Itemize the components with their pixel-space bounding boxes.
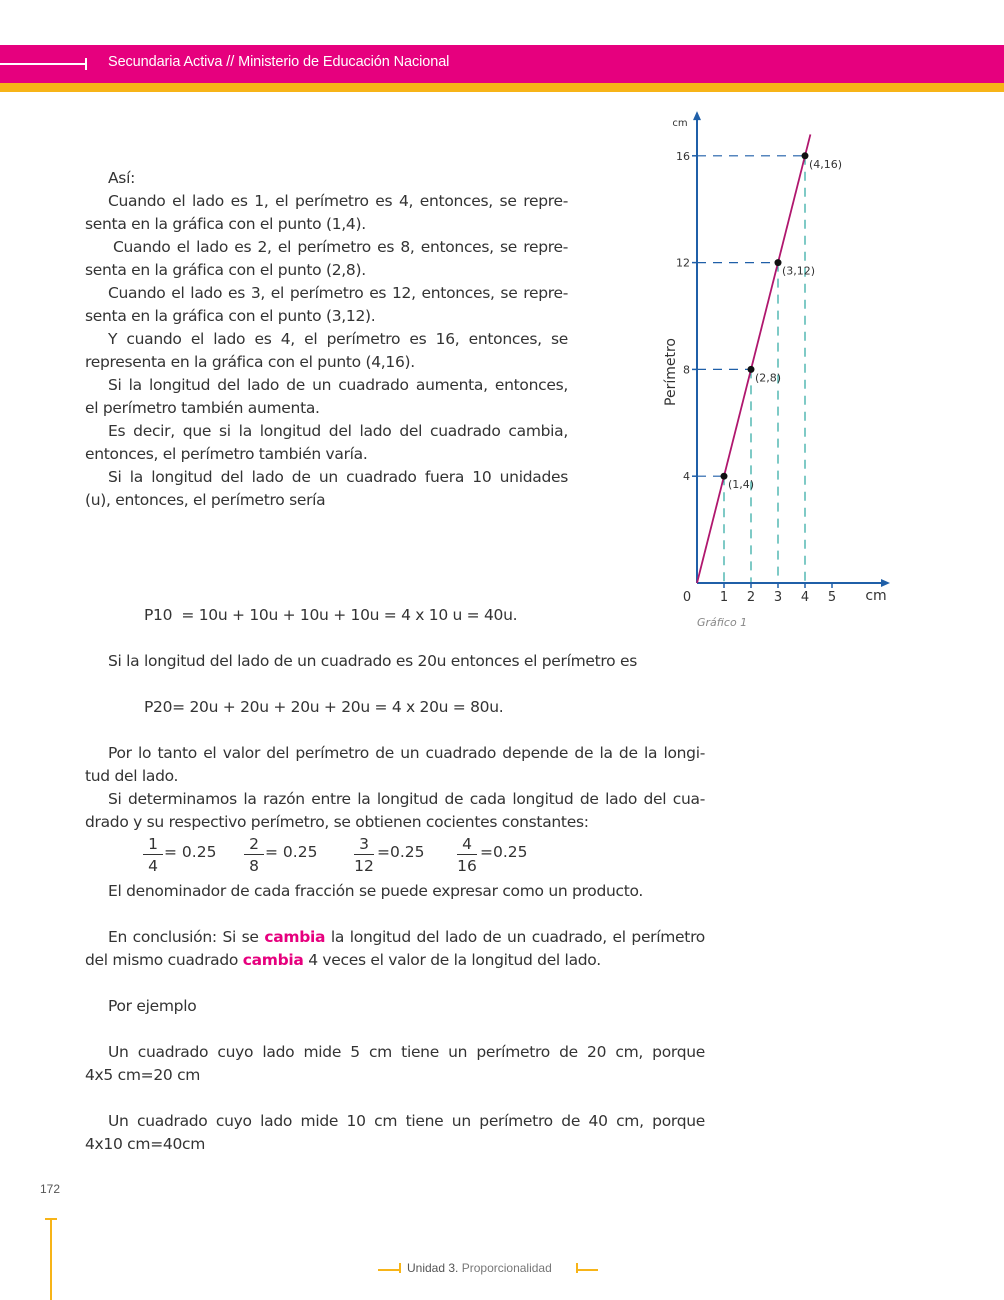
fraction-result: = 0.25 xyxy=(265,843,318,861)
header-rule xyxy=(0,63,86,65)
paragraph-asi: Así: xyxy=(108,169,136,187)
paragraph-line: Cuando el lado es 2, el perímetro es 8, entonces, se repre- xyxy=(113,238,568,256)
header-stripe xyxy=(0,83,1004,92)
paragraph-line: El denominador de cada fracción se puede expresar como un producto. xyxy=(108,882,644,900)
fraction-denominator: 8 xyxy=(249,857,259,875)
y-axis-label: Perímetro xyxy=(663,338,679,406)
paragraph-line: representa en la gráfica con el punto (4,16). xyxy=(85,353,415,371)
fraction-numerator: 3 xyxy=(359,835,369,853)
data-line xyxy=(697,134,810,583)
footer-rule-right xyxy=(576,1269,598,1271)
fraction-numerator: 4 xyxy=(462,835,472,853)
chart-caption: Gráfico 1 xyxy=(697,616,748,629)
fraction-denominator: 12 xyxy=(354,857,374,875)
paragraph-line: Si la longitud del lado de un cuadrado aumenta, entonces, xyxy=(108,376,568,394)
x-tick-label: 4 xyxy=(800,590,810,605)
paragraph-line: tud del lado. xyxy=(85,767,179,785)
data-point xyxy=(775,259,782,266)
text-run: 4 veces el valor de la longitud del lado. xyxy=(303,951,601,969)
data-point-label: (1,4) xyxy=(728,478,755,492)
paragraph-line: Y cuando el lado es 4, el perímetro es 16, entonces, se xyxy=(108,330,568,348)
text-run: la longitud del lado de un cuadrado, el perímetro xyxy=(325,928,705,946)
x-axis-arrow xyxy=(881,579,890,587)
equation-p10: P10 = 10u + 10u + 10u + 10u = 4 x 10 u = 40u. xyxy=(144,606,518,624)
data-point xyxy=(802,152,809,159)
data-point-label: (3,12) xyxy=(782,264,816,278)
fraction-numerator: 1 xyxy=(148,835,158,853)
conclusion-line-2 xyxy=(85,949,601,972)
paragraph-line: el perímetro también aumenta. xyxy=(85,399,320,417)
header-rule-tick xyxy=(85,58,87,70)
paragraph-line: senta en la gráfica con el punto (3,12). xyxy=(85,307,376,325)
header-title: Secundaria Activa // Ministerio de Educación Nacional xyxy=(108,54,450,70)
fraction-bar xyxy=(354,854,374,855)
fraction-result: = 0.25 xyxy=(164,843,217,861)
conclusion-line-1 xyxy=(108,926,705,949)
paragraph-line: 4x10 cm=40cm xyxy=(85,1135,206,1153)
footer-rule-left xyxy=(378,1269,400,1271)
paragraph-line: Un cuadrado cuyo lado mide 5 cm tiene un perímetro de 20 cm, porque xyxy=(108,1043,705,1061)
fraction-result: =0.25 xyxy=(377,843,425,861)
data-point xyxy=(721,473,728,480)
footer-rule-tick xyxy=(576,1263,578,1273)
y-unit-label: cm xyxy=(672,118,688,130)
fraction-numerator: 2 xyxy=(249,835,259,853)
paragraph-line: senta en la gráfica con el punto (2,8). xyxy=(85,261,366,279)
footer-rule-tick xyxy=(399,1263,401,1273)
page-number: 172 xyxy=(40,1182,61,1196)
y-axis-arrow xyxy=(693,111,701,120)
paragraph-line: Si determinamos la razón entre la longitud de cada longitud de lado del cua- xyxy=(108,790,705,808)
x-tick-label: 3 xyxy=(773,590,783,605)
paragraph-line: Un cuadrado cuyo lado mide 10 cm tiene un perímetro de 40 cm, porque xyxy=(108,1112,705,1130)
y-tick-label: 8 xyxy=(683,363,690,377)
data-point xyxy=(748,366,755,373)
fraction-bar xyxy=(143,854,163,855)
footer-label xyxy=(407,1261,552,1275)
paragraph-line: (u), entonces, el perímetro sería xyxy=(85,491,326,509)
text-run: del mismo cuadrado xyxy=(85,951,243,969)
x-tick-label: 1 xyxy=(719,590,729,605)
paragraph-line: senta en la gráfica con el punto (1,4). xyxy=(85,215,366,233)
equation-p20: P20= 20u + 20u + 20u + 20u = 4 x 20u = 80u. xyxy=(144,698,504,716)
y-tick-label: 4 xyxy=(683,470,690,484)
fraction-bar xyxy=(457,854,477,855)
paragraph-line: Cuando el lado es 1, el perímetro es 4, entonces, se repre- xyxy=(108,192,568,210)
paragraph-line: 4x5 cm=20 cm xyxy=(85,1066,201,1084)
footer-unit: Unidad 3. xyxy=(407,1261,459,1275)
footer xyxy=(378,1261,598,1277)
fraction-bar xyxy=(244,854,264,855)
margin-rule-cap xyxy=(45,1218,57,1220)
fraction-denominator: 4 xyxy=(148,857,158,875)
x-tick-label: 5 xyxy=(827,590,837,605)
paragraph-line: entonces, el perímetro también varía. xyxy=(85,445,368,463)
paragraph-line: drado y su respectivo perímetro, se obtienen cocientes constantes: xyxy=(85,813,589,831)
paragraph-line: Por lo tanto el valor del perímetro de un cuadrado depende de la de la longi- xyxy=(108,744,705,762)
paragraph-line: Cuando el lado es 3, el perímetro es 12, entonces, se repre- xyxy=(108,284,568,302)
x-tick-label: 2 xyxy=(746,590,756,605)
y-tick-label: 12 xyxy=(676,256,690,270)
fraction-denominator: 16 xyxy=(457,857,477,875)
footer-topic: Proporcionalidad xyxy=(461,1261,552,1275)
highlight-cambia: cambia xyxy=(242,951,304,969)
paragraph-line: Si la longitud del lado de un cuadrado fuera 10 unidades xyxy=(108,468,568,486)
margin-rule xyxy=(50,1218,52,1300)
perimeter-chart xyxy=(640,105,900,635)
highlight-cambia: cambia xyxy=(264,928,326,946)
data-point-label: (4,16) xyxy=(809,157,843,171)
paragraph-line: Por ejemplo xyxy=(108,997,197,1015)
x-axis-label: cm xyxy=(865,588,887,604)
paragraph-line: Si la longitud del lado de un cuadrado es 20u entonces el perímetro es xyxy=(108,652,637,670)
x-tick-label: 0 xyxy=(682,590,692,605)
data-point-label: (2,8) xyxy=(755,371,782,385)
fraction-result: =0.25 xyxy=(480,843,528,861)
paragraph-line: Es decir, que si la longitud del lado del cuadrado cambia, xyxy=(108,422,568,440)
text-run: En conclusión: Si se xyxy=(108,928,265,946)
y-tick-label: 16 xyxy=(676,149,690,163)
